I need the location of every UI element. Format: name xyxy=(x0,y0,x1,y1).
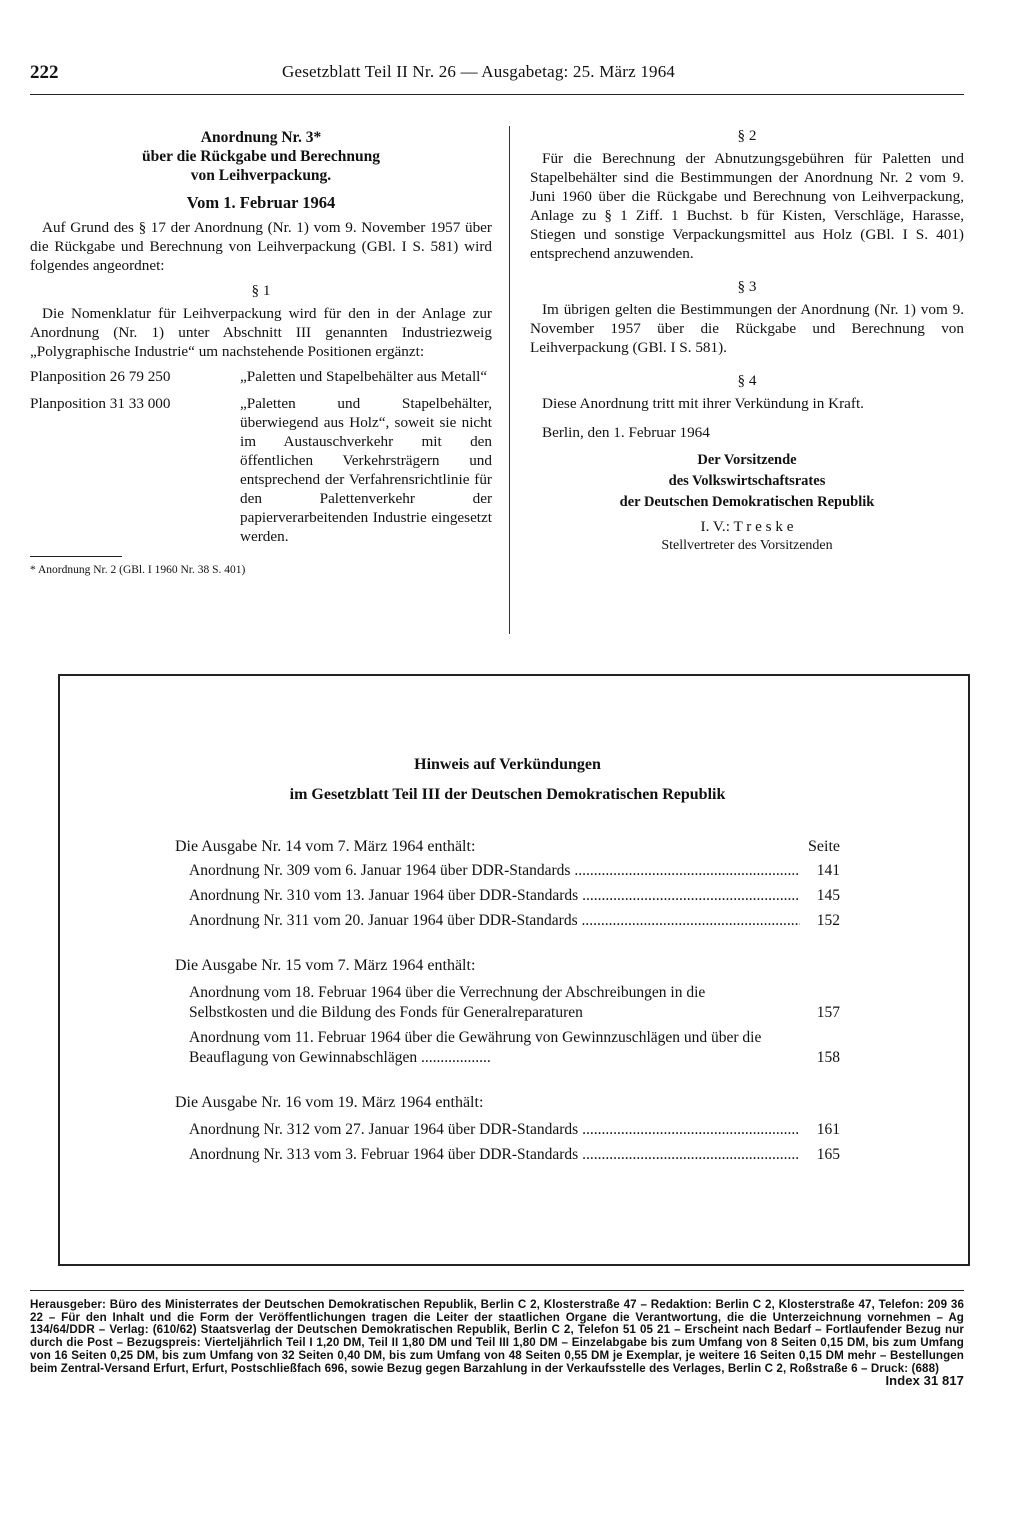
list-item xyxy=(175,911,840,931)
signer-line: Der Vorsitzende xyxy=(697,452,797,468)
imprint xyxy=(30,1299,964,1388)
entry-text: Anordnung vom 18. Februar 1964 über die Verrechnung der Abschreibungen in die Selbstkosten und die Bildung des Fonds für Generalreparaturen xyxy=(189,984,706,1021)
signer-role: Stellvertreter des Vorsitzenden xyxy=(661,538,833,553)
notice-box xyxy=(58,674,970,1266)
section-2-text: Für die Berechnung der Abnutzungsgebühren für Paletten und Stapelbehälter sind die Bestimmungen der Anordnung Nr. 2 vom 9. Juni 1960 über die Rückgabe und Berechnung von Leihverpackung, Anlage zu § 1 Ziff. 1 Buchst. b für Kisten, Verschläge, Harasse, Stiegen und sonstige Verpackungsmittel aus Holz (GBl. I S. 401) entsprechend anzuwenden. xyxy=(530,150,964,262)
place-date: Berlin, den 1. Februar 1964 xyxy=(542,424,710,441)
notice-content xyxy=(175,750,840,1165)
page-column-label: Seite xyxy=(808,838,840,855)
entry-text: Anordnung Nr. 309 vom 6. Januar 1964 über DDR-Standards ..... xyxy=(189,861,800,881)
list-item xyxy=(175,1120,840,1140)
footnote: * Anordnung Nr. 2 (GBl. I 1960 Nr. 38 S. 401) xyxy=(30,564,246,576)
issue-heading xyxy=(175,1094,840,1112)
plan-position-value: „Paletten und Stapelbehälter, überwiegend aus Holz“, soweit sie nicht im Austauschverkehr mit den öffentlichen Verkehrsträgern und entsprechend der Verfahrensrichtlinie für den Palettenverkehr der papierverarbeitenden Industrie eingesetzt werden. xyxy=(240,395,492,545)
plan-position-key: Planposition 26 79 250 xyxy=(30,368,171,385)
entry-page: 141 xyxy=(816,862,840,879)
index-number: Index 31 817 xyxy=(885,1373,964,1389)
section-2-heading: § 2 xyxy=(737,127,757,144)
section-3-heading: § 3 xyxy=(737,278,757,295)
ordinance-date: Vom 1. Februar 1964 xyxy=(186,193,336,212)
entry-page: 145 xyxy=(816,887,840,904)
list-item xyxy=(175,1145,840,1165)
entry-page: 158 xyxy=(816,1049,840,1066)
page-number: 222 xyxy=(30,62,59,83)
section-3-text: Im übrigen gelten die Bestimmungen der Anordnung (Nr. 1) vom 9. November 1957 über die Rückgabe und Berechnung von Leihverpackung (GBl. I S. 581). xyxy=(530,301,964,356)
list-item xyxy=(175,983,840,1023)
list-item xyxy=(175,1028,840,1068)
entry-page: 157 xyxy=(816,1004,840,1021)
plan-position-value: „Paletten und Stapelbehälter aus Metall“ xyxy=(240,368,488,385)
issue-heading-text: Die Ausgabe Nr. 16 vom 19. März 1964 enthält: xyxy=(175,1094,484,1111)
entry-page: 165 xyxy=(816,1146,840,1163)
entry-text: Anordnung vom 11. Februar 1964 über die Gewährung von Gewinnzuschlägen und über die Beauflagung von Gewinnabschlägen .................. xyxy=(189,1029,762,1066)
entry-text: Anordnung Nr. 310 vom 13. Januar 1964 über DDR-Standards ..... xyxy=(189,886,800,906)
issue-heading-text: Die Ausgabe Nr. 15 vom 7. März 1964 enthält: xyxy=(175,957,476,974)
entry-text: Anordnung Nr. 311 vom 20. Januar 1964 über DDR-Standards ..... xyxy=(189,911,800,931)
plan-position-row xyxy=(30,394,492,546)
section-1-text: Die Nomenklatur für Leihverpackung wird für den in der Anlage zur Anordnung (Nr. 1) unter Abschnitt III genannten Industriezweig „Polygraphische Industrie“ um nachstehende Positionen ergänzt: xyxy=(30,305,492,360)
section-1-heading: § 1 xyxy=(251,282,271,299)
section-4-heading: § 4 xyxy=(737,372,757,389)
right-column xyxy=(530,126,964,555)
ordinance-title-line: über die Rückgabe und Berechnung xyxy=(141,148,380,165)
ordinance-title xyxy=(30,128,492,185)
issue-heading xyxy=(175,957,840,975)
entry-page: 152 xyxy=(816,912,840,929)
header-rule xyxy=(30,94,964,95)
footnote-rule xyxy=(30,556,122,557)
entry-text: Anordnung Nr. 312 vom 27. Januar 1964 über DDR-Standards ..... xyxy=(189,1120,800,1140)
signer-line: des Volkswirtschaftsrates xyxy=(668,473,826,489)
plan-position-row xyxy=(30,367,492,386)
left-column xyxy=(30,128,492,580)
list-item xyxy=(175,861,840,881)
imprint-text: Herausgeber: Büro des Ministerrates der Deutschen Demokratischen Republik, Berlin C 2, Klosterstraße 47 – Redaktion: Berlin C 2, Klosterstraße 47, Telefon: 209 36 22 – Für den Inhalt und die Form der Veröffentlichungen tragen die Leiter der staatlichen Organe die Verantwortung, die die Unterzeichnung vornehmen – Ag 134/64/DDR – Verlag: (610/62) Staatsverlag der Deutschen Demokratischen Republik, Berlin C 2, Telefon 51 05 21 – Erscheint nach Bedarf – Fortlaufender Bezug nur durch die Post – Bezugspreis: Vierteljährlich Teil I 1,20 DM, Teil II 1,80 DM und Teil III 1,80 DM – Einzelabgabe bis zum Umfang von 8 Seiten 0,15 DM, bis zum Umfang von 16 Seiten 0,25 DM, bis zum Umfang von 32 Seiten 0,40 DM, bis zum Umfang von 48 Seiten 0,55 DM je Exemplar, je weitere 16 Seiten 0,15 DM mehr – Bestellungen beim Zentral-Versand Erfurt, Erfurt, Postschließfach 696, sowie Bezug gegen Barzahlung in der Verkaufsstelle des Verlages, Berlin C 2, Roßstraße 6 – Druck: (688) xyxy=(30,1298,964,1375)
signer-line: der Deutschen Demokratischen Republik xyxy=(619,494,875,510)
intro-paragraph: Auf Grund des § 17 der Anordnung (Nr. 1) vom 9. November 1957 über die Rückgabe und Berechnung von Leihverpackung (GBl. I S. 581) wird folgendes angeordnet: xyxy=(30,219,492,274)
notice-title: Hinweis auf Verkündungen xyxy=(414,756,601,773)
ordinance-title-line: Anordnung Nr. 3* xyxy=(200,129,322,146)
signature-block xyxy=(530,450,964,555)
list-item xyxy=(175,886,840,906)
signer-name: I. V.: T r e s k e xyxy=(700,518,794,535)
plan-position-key: Planposition 31 33 000 xyxy=(30,395,171,412)
column-divider xyxy=(509,126,510,634)
entry-page: 161 xyxy=(816,1121,840,1138)
footer-rule xyxy=(30,1290,964,1291)
page-header-title: Gesetzblatt Teil II Nr. 26 — Ausgabetag: 25. März 1964 xyxy=(282,62,676,81)
section-4-text: Diese Anordnung tritt mit ihrer Verkündung in Kraft. xyxy=(542,395,864,412)
issue-heading-text: Die Ausgabe Nr. 14 vom 7. März 1964 enthält: xyxy=(175,838,476,855)
entry-text: Anordnung Nr. 313 vom 3. Februar 1964 über DDR-Standards ..... xyxy=(189,1145,800,1165)
notice-subtitle: im Gesetzblatt Teil III der Deutschen Demokratischen Republik xyxy=(289,786,726,803)
issue-heading xyxy=(175,838,840,856)
ordinance-title-line: von Leihverpackung. xyxy=(190,167,332,184)
